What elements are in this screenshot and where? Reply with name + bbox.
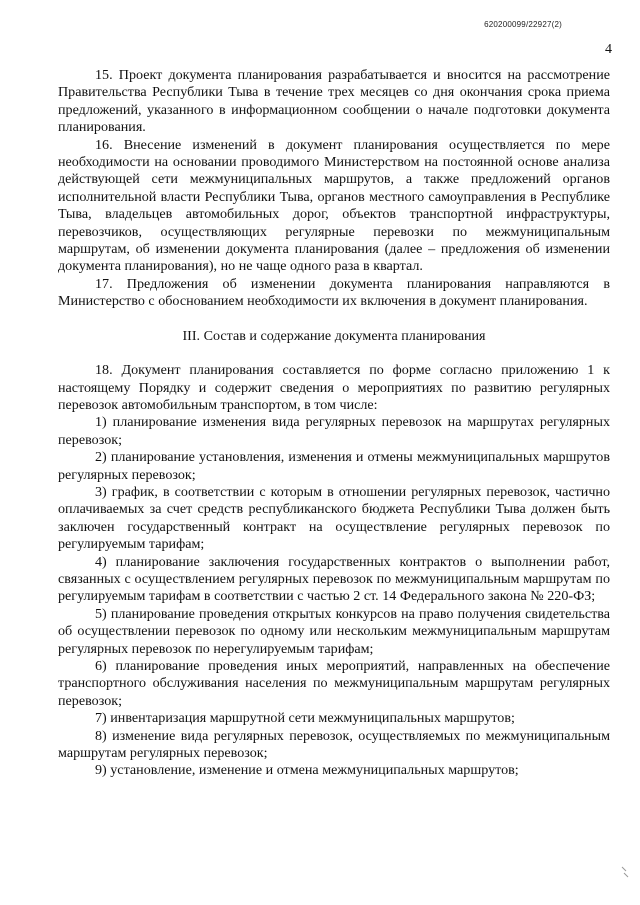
page-number: 4 [605,42,612,57]
list-item-4: 4) планирование заключения государственных контрактов о выполнении работ, связанных с осуществлением регулярных перевозок по межмуниципальным маршрутам по регулируемым тарифам в соответствии с частью 2 ст. 14 Федерального закона № 220-ФЗ; [58,553,610,605]
paragraph-15: 15. Проект документа планирования разрабатывается и вносится на рассмотрение Правительства Республики Тыва в течение трех месяцев со дня окончания срока приема предложений, указанного в информационном сообщении о начале подготовки документа планирования. [58,67,610,136]
document-body [58,67,610,780]
list-item-9: 9) установление, изменение и отмена межмуниципальных маршрутов; [95,762,519,779]
scan-mark-icon [620,865,630,879]
paragraph-16: 16. Внесение изменений в документ планирования осуществляется по мере необходимости на основании проводимого Министерством на постоянной основе анализа действующей сети межмуниципальных маршрутов, а также предложений органов исполнительной власти Республики Тыва, органов местного самоуправления в Республике Тыва, владельцев автомобильных дорог, объектов транспортной инфраструктуры, перевозчиков, осуществляющих регулярные перевозки по межмуниципальным маршрутам, об изменении документа планирования (далее – предложения об изменении документа планирования), но не чаще одного раза в квартал. [58,136,610,275]
list-item-5: 5) планирование проведения открытых конкурсов на право получения свидетельства об осуществлении перевозок по одному или нескольким межмуниципальным маршрутам регулярных перевозок по нерегулируемым тарифам; [58,605,610,657]
paragraph-17: 17. Предложения об изменении документа планирования направляются в Министерство с обоснованием необходимости их включения в документ планирования. [58,275,610,310]
list-item-7: 7) инвентаризация маршрутной сети межмуниципальных маршрутов; [95,710,515,727]
paragraph-18: 18. Документ планирования составляется по форме согласно приложению 1 к настоящему Порядку и содержит сведения о мероприятиях по развитию регулярных перевозок автомобильным транспортом, в том числе: [58,362,610,413]
list-item-6: 6) планирование проведения иных мероприятий, направленных на обеспечение транспортного обслуживания населения по межмуниципальным маршрутам регулярных перевозок; [58,658,610,709]
list-item-2: 2) планирование установления, изменения и отмены межмуниципальных маршрутов регулярных перевозок; [58,449,610,483]
section-heading: III. Состав и содержание документа планирования [182,327,486,344]
list-item-8: 8) изменение вида регулярных перевозок, осуществляемых по межмуниципальным маршрутам регулярных перевозок; [58,727,610,762]
document-id: 620200099/22927(2) [484,20,562,29]
list-item-1: 1) планирование изменения вида регулярных перевозок на маршрутах регулярных перевозок; [58,414,610,448]
list-item-3: 3) график, в соответствии с которым в отношении регулярных перевозок, частично оплачиваемых за счет средств республиканского бюджета Республики Тыва должен быть заключен государственный контракт на осуществление регулярных перевозок по регулируемым тарифам; [58,483,610,553]
